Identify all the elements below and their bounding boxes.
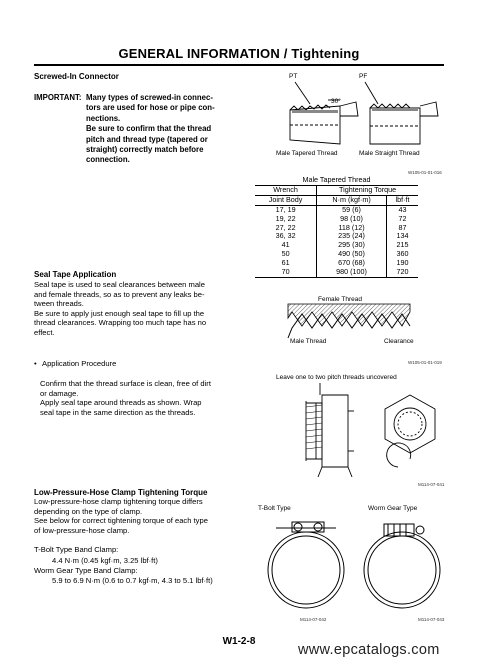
- worm-value: 5.9 to 6.9 N·m (0.6 to 0.7 kgf·m, 4.3 to 5.1 lbf·ft): [52, 576, 213, 585]
- text-line: thread clearances. Wrapping too much tape has no: [34, 318, 207, 328]
- important-line: Many types of screwed-in connec-: [86, 93, 213, 102]
- cell: 36, 32: [275, 231, 296, 241]
- table-head-wrench: Wrench: [255, 185, 317, 195]
- procedure-text: [40, 379, 240, 417]
- tbolt-value: 4.4 N·m (0.45 kgf·m, 3.25 lbf·ft): [52, 556, 158, 565]
- table-title: Male Tapered Thread: [255, 176, 418, 185]
- title-rule: [34, 64, 444, 66]
- text-line: Seal tape is used to seal clearances between male: [34, 280, 205, 289]
- text-line: tween threads.: [34, 299, 84, 309]
- table-sub-lbf: lbf·ft: [386, 195, 418, 205]
- pt-label: PT: [289, 73, 298, 80]
- text-line: Be sure to apply just enough seal tape to fill up the: [34, 308, 205, 318]
- important-line: tors are used for hose or pipe con-: [86, 103, 215, 113]
- seal-tape-heading: Seal Tape Application: [34, 270, 117, 279]
- important-line: straight) correctly match before: [86, 145, 204, 155]
- cell: 19, 22: [275, 213, 296, 223]
- caption-male-tapered: Male Tapered Thread: [276, 150, 338, 157]
- figure-code: W105-01-01-016: [408, 170, 442, 175]
- text-line: or damage.: [40, 388, 79, 398]
- procedure-heading: Application Procedure: [42, 359, 117, 368]
- clamp-text: [34, 497, 244, 535]
- figure-code: M114-07-043: [418, 617, 445, 622]
- tbolt-label: T-Bolt Type Band Clamp:: [34, 545, 119, 554]
- text-line: seal tape in the same direction as the threads.: [40, 407, 196, 417]
- text-line: Apply seal tape around threads as shown. Wrap: [40, 398, 202, 408]
- text-line: of low-pressure-hose clamp.: [34, 525, 130, 535]
- table-row: [255, 241, 418, 250]
- cell: 27, 22: [275, 222, 296, 232]
- text-line: effect.: [34, 327, 55, 337]
- page-number: W1-2-8: [222, 636, 256, 647]
- cell: 134: [386, 232, 418, 241]
- cell: 87: [386, 224, 418, 233]
- male-thread-label: Male Thread: [290, 338, 327, 345]
- cell: 41: [281, 240, 290, 250]
- cell: 43: [386, 205, 418, 214]
- important-line: pitch and thread type (tapered or: [86, 134, 208, 144]
- screwed-in-heading: Screwed-In Connector: [34, 72, 119, 81]
- important-line: Be sure to confirm that the thread: [86, 124, 212, 134]
- important-label: IMPORTANT:: [34, 93, 82, 102]
- tape-application-figure: [270, 381, 450, 481]
- text-line: and female threads, so as to prevent any leaks be-: [34, 289, 205, 299]
- cell: 490 (50): [317, 250, 387, 259]
- table-sub-nm: N·m (kgf·m): [317, 195, 387, 205]
- torque-table: [255, 176, 418, 278]
- figure-code: M114-07-041: [418, 482, 445, 487]
- tape-caption: Leave one to two pitch threads uncovered: [276, 374, 397, 381]
- worm-label: Worm Gear Type Band Clamp:: [34, 566, 138, 575]
- important-line: connection.: [86, 155, 130, 165]
- cell: 295 (30): [317, 241, 387, 250]
- figure-code: M114-07-042: [300, 617, 327, 622]
- cell: 360: [386, 250, 418, 259]
- important-line: nections.: [86, 113, 121, 123]
- cell: 50: [281, 249, 290, 259]
- cell: 670 (68): [317, 259, 387, 268]
- bullet: •: [34, 359, 37, 368]
- cell: 215: [386, 241, 418, 250]
- clamp-figure: [256, 512, 452, 622]
- cell: 61: [281, 258, 290, 268]
- table-head-torque: Tightening Torque: [317, 185, 418, 195]
- table-row: [255, 232, 418, 241]
- table-row: [255, 250, 418, 259]
- page-title: GENERAL INFORMATION / Tightening: [118, 46, 360, 61]
- cell: 235 (24): [317, 232, 387, 241]
- seal-tape-text: [34, 280, 234, 338]
- tbolt-caption: T-Bolt Type: [258, 505, 291, 512]
- caption-male-straight: Male Straight Thread: [359, 150, 420, 157]
- worm-caption: Worm Gear Type: [368, 505, 418, 512]
- table-sub-joint: Joint Body: [255, 195, 317, 205]
- text-line: depending on the type of clamp.: [34, 506, 143, 516]
- cell: 118 (12): [317, 224, 387, 233]
- figure-code: W105-01-01-019: [408, 360, 442, 365]
- cell: 72: [386, 215, 418, 224]
- text-line: Confirm that the thread surface is clean, free of dirt: [40, 379, 211, 388]
- cell: 98 (10): [317, 215, 387, 224]
- cell: 70: [255, 268, 317, 277]
- thread-clearance-figure: [284, 298, 414, 342]
- table-row: [255, 268, 418, 277]
- cell: 59 (6): [317, 205, 387, 214]
- clamp-heading: Low-Pressure-Hose Clamp Tightening Torque: [34, 488, 208, 497]
- pf-label: PF: [359, 73, 368, 80]
- cell: 980 (100): [317, 268, 387, 277]
- thread-type-figure: [270, 70, 450, 158]
- female-thread-label: Female Thread: [318, 296, 362, 303]
- important-text: [86, 93, 229, 166]
- cell: 720: [386, 268, 418, 277]
- cell: 190: [386, 259, 418, 268]
- cell: 17, 19: [275, 204, 296, 214]
- watermark: www.epcatalogs.com: [298, 642, 440, 658]
- angle-label: 30°: [331, 98, 341, 105]
- text-line: Low-pressure-hose clamp tightening torque differs: [34, 497, 203, 506]
- clearance-label: Clearance: [384, 338, 414, 345]
- text-line: See below for correct tightening torque of each type: [34, 516, 208, 526]
